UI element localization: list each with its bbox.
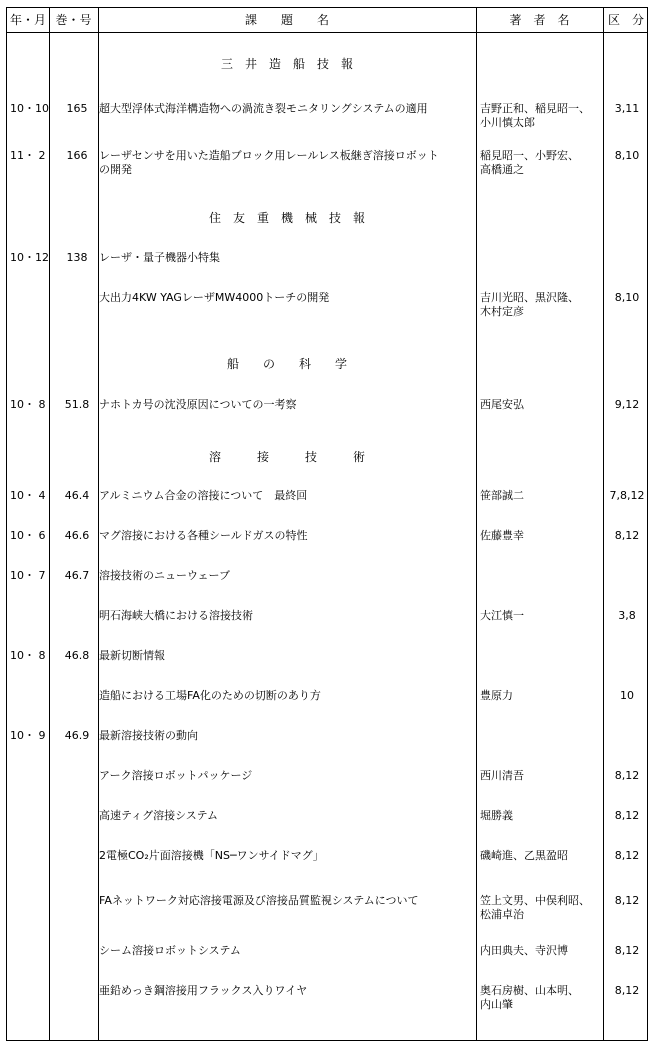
row-authors: 大江慎一 bbox=[480, 609, 524, 622]
row-title: レーザ・量子機器小特集 bbox=[99, 251, 220, 264]
row-authors: 稲見昭一、小野宏、 高橋通之 bbox=[480, 149, 579, 176]
row-date: 10・ 4 bbox=[10, 489, 46, 502]
row-authors: 豊原力 bbox=[480, 689, 513, 702]
row-classification: 3,8 bbox=[618, 609, 636, 622]
row-authors: 佐藤豊幸 bbox=[480, 529, 524, 542]
row-title: 最新切断情報 bbox=[99, 649, 165, 662]
row-date: 10・10 bbox=[10, 102, 49, 115]
row-title: FAネットワーク対応溶接電源及び溶接品質監視システムについて bbox=[99, 894, 419, 907]
row-date: 10・ 6 bbox=[10, 529, 46, 542]
row-title: アーク溶接ロボットパッケージ bbox=[99, 769, 253, 782]
row-title: 2電極CO₂片面溶接機「NS─ワンサイドマグ」 bbox=[99, 849, 324, 862]
row-authors: 笠上文男、中俣利昭、 松浦卓治 bbox=[480, 894, 590, 921]
row-title: 最新溶接技術の動向 bbox=[99, 729, 198, 742]
row-date: 10・ 7 bbox=[10, 569, 46, 582]
row-authors: 西尾安弘 bbox=[480, 398, 524, 411]
row-classification: 10 bbox=[620, 689, 634, 702]
row-title: 亜鉛めっき鋼溶接用フラックス入りワイヤ bbox=[99, 984, 308, 997]
section-title: 溶 接 技 術 bbox=[208, 450, 365, 464]
row-volume: 138 bbox=[66, 251, 88, 264]
row-classification: 8,12 bbox=[614, 769, 640, 782]
row-authors: 内田典夫、寺沢博 bbox=[480, 944, 568, 957]
row-classification: 8,12 bbox=[614, 944, 640, 957]
row-volume: 46.6 bbox=[64, 529, 90, 542]
row-classification: 8,12 bbox=[614, 894, 640, 907]
row-title: アルミニウム合金の溶接について 最終回 bbox=[99, 489, 308, 502]
row-authors: 奥石房樹、山本明、 内山肇 bbox=[480, 984, 579, 1011]
header-volume: 巻・号 bbox=[55, 13, 92, 27]
row-volume: 165 bbox=[66, 102, 88, 115]
row-date: 10・ 8 bbox=[10, 398, 46, 411]
header-title: 課 題 名 bbox=[244, 13, 329, 27]
row-classification: 9,12 bbox=[614, 398, 640, 411]
row-title: シーム溶接ロボットシステム bbox=[99, 944, 241, 957]
row-classification: 8,10 bbox=[614, 291, 640, 304]
row-authors: 磯崎進、乙黒盈昭 bbox=[480, 849, 568, 862]
row-classification: 8,12 bbox=[614, 529, 640, 542]
row-volume: 46.7 bbox=[64, 569, 90, 582]
row-classification: 7,8,12 bbox=[609, 489, 645, 502]
row-title: 造船における工場FA化のための切断のあり方 bbox=[99, 689, 321, 702]
row-volume: 46.8 bbox=[64, 649, 90, 662]
row-classification: 8,12 bbox=[614, 849, 640, 862]
row-title: 高速ティグ溶接システム bbox=[99, 809, 219, 822]
publication-table bbox=[6, 7, 648, 1041]
section-title: 住 友 重 機 械 技 報 bbox=[208, 211, 365, 225]
header-authors: 著 者 名 bbox=[509, 13, 570, 27]
row-classification: 8,12 bbox=[614, 984, 640, 997]
column-divider bbox=[476, 8, 477, 1040]
row-title: 大出力4KW YAGレーザMW4000トーチの開発 bbox=[99, 291, 330, 304]
row-date: 10・ 9 bbox=[10, 729, 46, 742]
row-classification: 8,10 bbox=[614, 149, 640, 162]
row-title: 明石海峡大橋における溶接技術 bbox=[99, 609, 253, 622]
row-classification: 8,12 bbox=[614, 809, 640, 822]
section-title: 船 の 科 学 bbox=[226, 357, 347, 371]
row-title: マグ溶接における各種シールドガスの特性 bbox=[99, 529, 308, 542]
row-authors: 吉野正和、稲見昭一、 小川慎太郎 bbox=[480, 102, 590, 129]
row-authors: 西川清吾 bbox=[480, 769, 524, 782]
row-volume: 46.9 bbox=[64, 729, 90, 742]
row-authors: 吉川光昭、黒沢隆、 木村定彦 bbox=[480, 291, 579, 318]
row-title: ナホトカ号の沈没原因についての一考察 bbox=[99, 398, 297, 411]
row-date: 10・ 8 bbox=[10, 649, 46, 662]
row-title: 超大型浮体式海洋構造物への渦流き裂モニタリングシステムの適用 bbox=[99, 102, 428, 115]
row-title: レーザセンサを用いた造船ブロック用レールレス板継ぎ溶接ロボット の開発 bbox=[99, 149, 439, 176]
row-authors: 笹部誠二 bbox=[480, 489, 524, 502]
header-classification: 区 分 bbox=[607, 13, 644, 27]
row-volume: 166 bbox=[66, 149, 88, 162]
row-date: 11・ 2 bbox=[10, 149, 46, 162]
header-divider bbox=[7, 32, 647, 33]
row-volume: 51.8 bbox=[64, 398, 90, 411]
row-authors: 堀勝義 bbox=[480, 809, 513, 822]
header-date: 年・月 bbox=[9, 13, 46, 27]
row-title: 溶接技術のニューウェーブ bbox=[99, 569, 231, 582]
section-title: 三 井 造 船 技 報 bbox=[220, 57, 353, 71]
row-volume: 46.4 bbox=[64, 489, 90, 502]
row-date: 10・12 bbox=[10, 251, 49, 264]
row-classification: 3,11 bbox=[614, 102, 640, 115]
